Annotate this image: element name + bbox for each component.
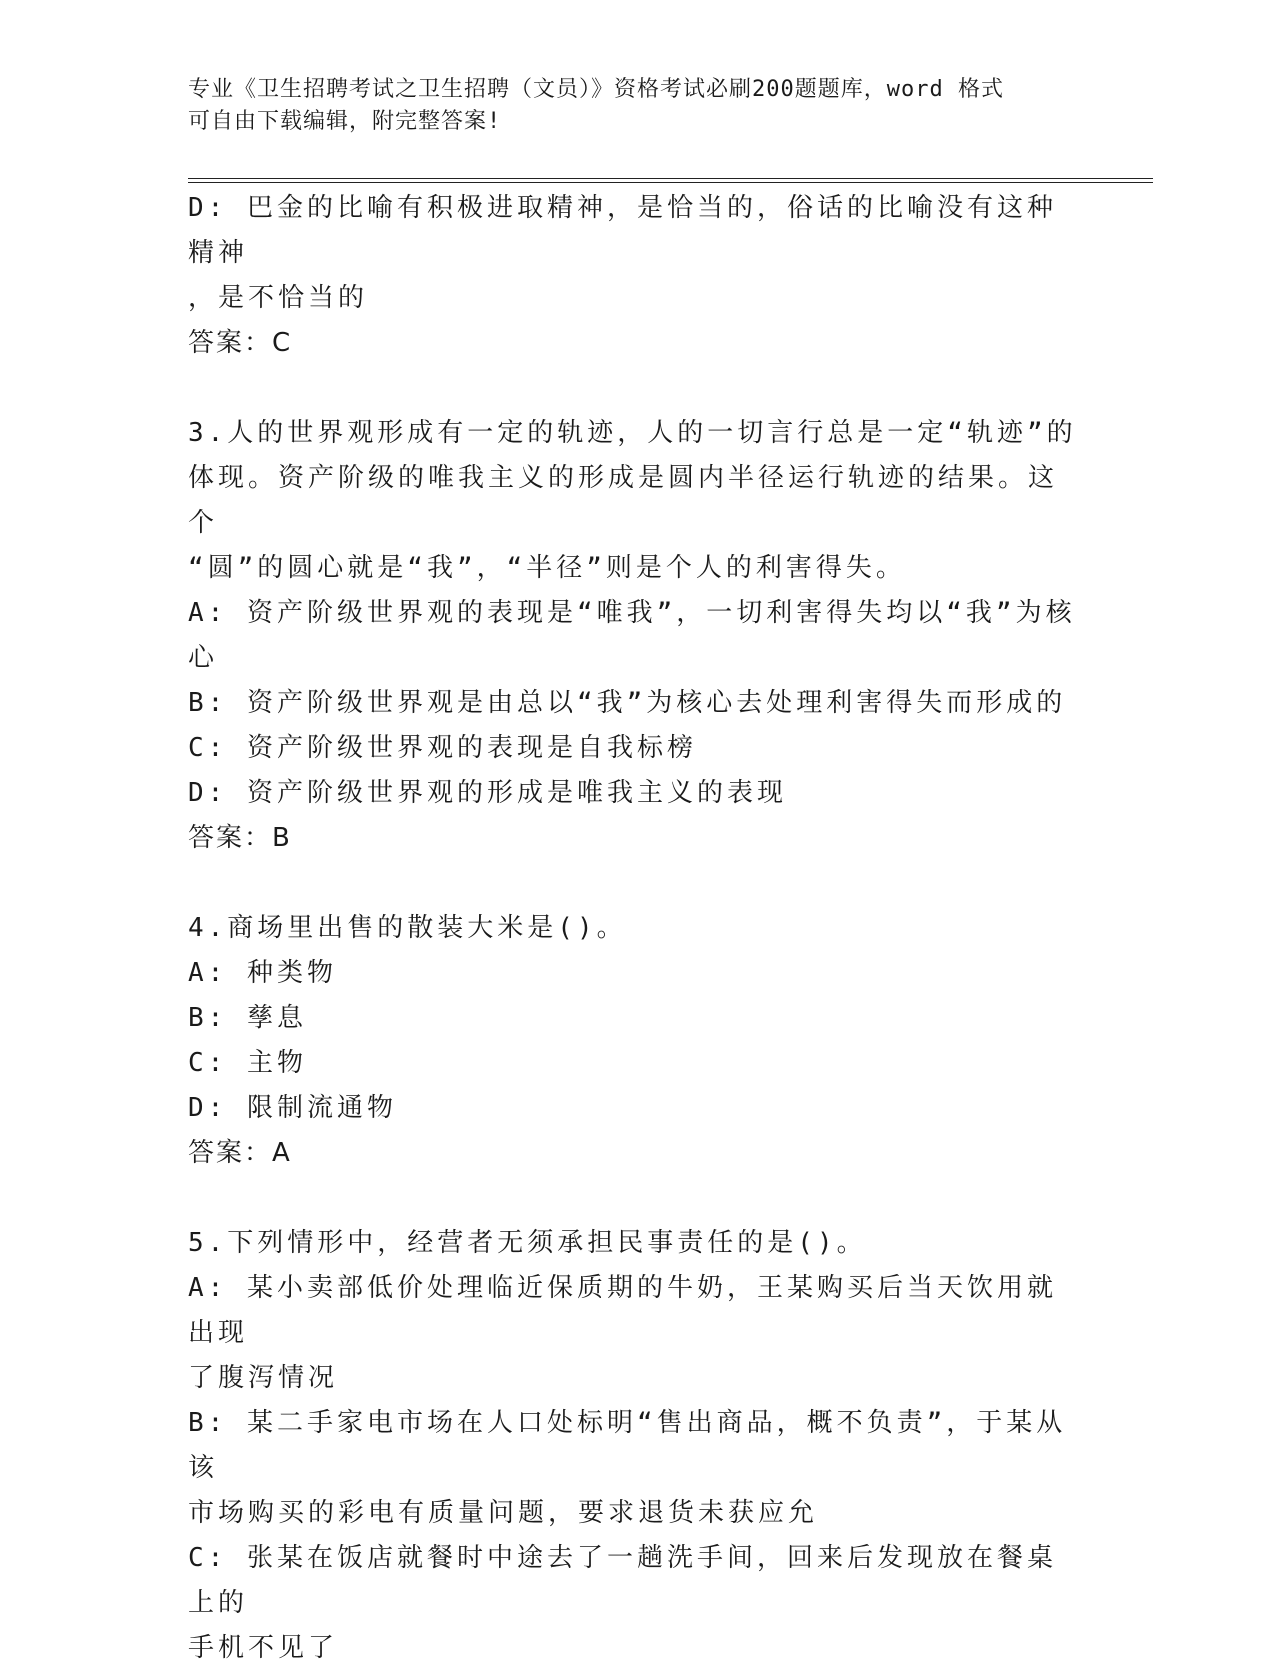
answer-line: 答案：A xyxy=(188,1138,292,1168)
question-2-continued xyxy=(188,186,1078,366)
question-3 xyxy=(188,411,1078,861)
header-title-line-2: 可自由下载编辑，附完整答案! xyxy=(188,109,502,134)
spacer xyxy=(188,1176,1078,1221)
question-stem: 4.商场里出售的散装大米是()。 xyxy=(188,913,627,943)
question-5 xyxy=(188,1221,1078,1671)
option-a-continued: 心 xyxy=(188,643,219,673)
option-a: A: 种类物 xyxy=(188,958,337,988)
header-divider xyxy=(188,178,1153,183)
question-stem: “圆”的圆心就是“我”，“半径”则是个人的利害得失。 xyxy=(188,553,906,583)
spacer xyxy=(188,861,1078,906)
option-a: A: 某小卖部低价处理临近保质期的牛奶，王某购买后当天饮用就出现 xyxy=(188,1273,1057,1348)
spacer xyxy=(188,366,1078,411)
option-a: A: 资产阶级世界观的表现是“唯我”，一切利害得失均以“我”为核 xyxy=(188,598,1076,628)
option-c: C: 主物 xyxy=(188,1048,307,1078)
question-stem: 5.下列情形中，经营者无须承担民事责任的是()。 xyxy=(188,1228,867,1258)
page-header xyxy=(188,74,1068,138)
question-stem: 3.人的世界观形成有一定的轨迹，人的一切言行总是一定“轨迹”的 xyxy=(188,418,1077,448)
option-a-continued: 了腹泻情况 xyxy=(188,1363,339,1393)
question-content xyxy=(188,186,1078,1671)
answer-line: 答案：B xyxy=(188,823,292,853)
question-4 xyxy=(188,906,1078,1176)
option-d: D: 限制流通物 xyxy=(188,1093,397,1123)
option-c: C: 资产阶级世界观的表现是自我标榜 xyxy=(188,733,697,763)
option-b: B: 资产阶级世界观是由总以“我”为核心去处理利害得失而形成的 xyxy=(188,688,1067,718)
option-d-continued: ，是不恰当的 xyxy=(188,283,369,313)
option-d: D: 资产阶级世界观的形成是唯我主义的表现 xyxy=(188,778,787,808)
header-title-line-1: 专业《卫生招聘考试之卫生招聘（文员）》资格考试必刷200题题库，word 格式 xyxy=(188,77,1004,102)
option-b-continued: 市场购买的彩电有质量问题，要求退货未获应允 xyxy=(188,1498,819,1528)
option-c: C: 张某在饭店就餐时中途去了一趟洗手间，回来后发现放在餐桌上的 xyxy=(188,1543,1057,1618)
answer-line: 答案：C xyxy=(188,328,293,358)
option-c-continued: 手机不见了 xyxy=(188,1633,339,1663)
question-stem: 体现。资产阶级的唯我主义的形成是圆内半径运行轨迹的结果。这个 xyxy=(188,463,1059,538)
option-b: B: 某二手家电市场在人口处标明“售出商品，概不负责”，于某从该 xyxy=(188,1408,1067,1483)
option-b: B: 孳息 xyxy=(188,1003,307,1033)
option-d: D: 巴金的比喻有积极进取精神，是恰当的，俗话的比喻没有这种精神 xyxy=(188,193,1057,268)
